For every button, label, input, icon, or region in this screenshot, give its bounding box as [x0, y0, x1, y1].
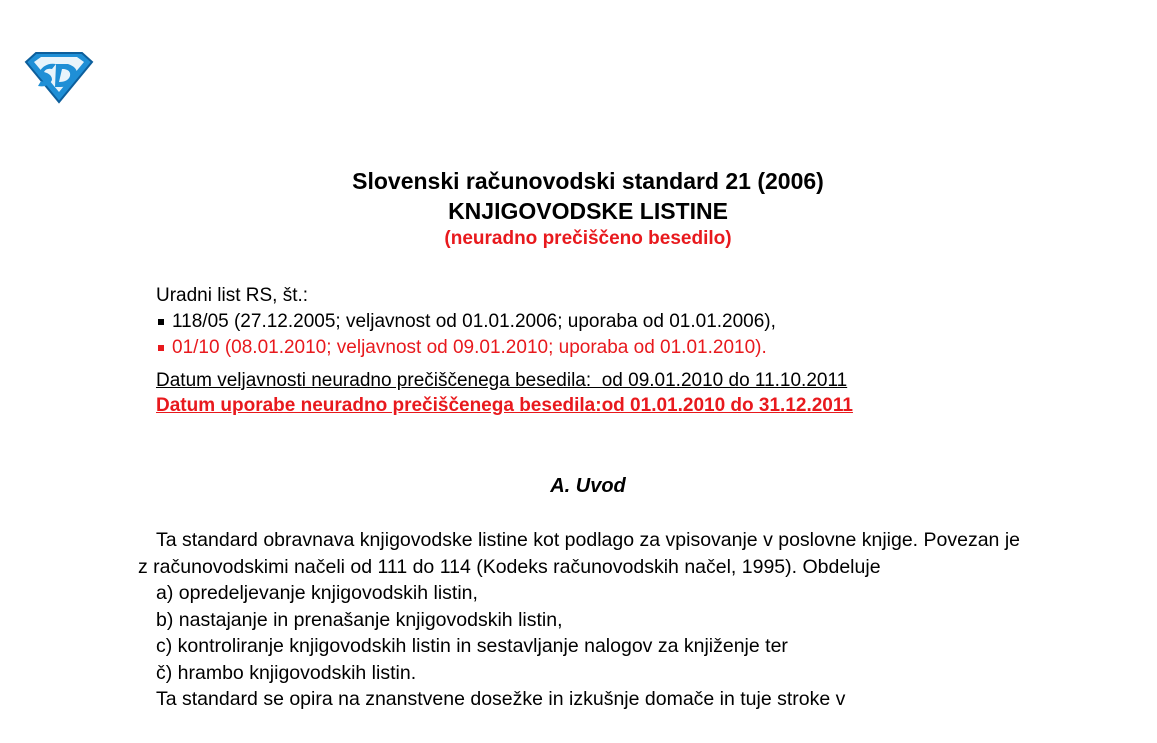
- unofficial-text-note: (neuradno prečiščeno besedilo): [444, 228, 732, 249]
- gazette-item: 01/10 (08.01.2010; veljavnost od 09.01.2010; uporaba od 01.01.2010).: [156, 335, 1056, 361]
- intro-text: [138, 527, 1020, 713]
- validity-dates: [156, 368, 1056, 418]
- intro-paragraph: Ta standard obravnava knjigovodske listine kot podlago za vpisovanje v poslovne knjige. Povezan je z računovodskimi načeli od 111 do 114 (Kodeks računovodskih načel, 1995). Obdeluje: [138, 529, 1020, 578]
- gazette-references: [156, 283, 1056, 361]
- intro-paragraph: Ta standard se opira na znanstvene dosežke in izkušnje domače in tuje stroke v: [156, 688, 846, 710]
- section-heading: A. Uvod: [550, 475, 626, 497]
- list-item: č) hrambo knjigovodskih listin.: [156, 661, 417, 684]
- standard-subject: KNJIGOVODSKE LISTINE: [448, 198, 728, 224]
- list-item: b) nastajanje in prenašanje knjigovodskih listin,: [156, 608, 563, 631]
- gazette-item: 118/05 (27.12.2005; veljavnost od 01.01.2006; uporaba od 01.01.2006),: [156, 309, 1056, 335]
- document-title: [0, 166, 1157, 252]
- validity-date-line: Datum veljavnosti neuradno prečiščenega besedila: od 09.01.2010 do 11.10.2011: [156, 370, 848, 391]
- bullet-square-icon: [158, 319, 164, 325]
- standard-title: Slovenski računovodski standard 21 (2006): [352, 168, 824, 194]
- list-item: c) kontroliranje knjigovodskih listin in sestavljanje nalogov za knjiženje ter: [156, 635, 788, 657]
- sd-logo: [22, 50, 96, 104]
- use-date-line: Datum uporabe neuradno prečiščenega besedila:od 01.01.2010 do 31.12.2011: [156, 395, 853, 416]
- bullet-square-icon: [158, 345, 164, 351]
- gazette-label: Uradni list RS, št.:: [156, 285, 309, 306]
- list-item: a) opredeljevanje knjigovodskih listin,: [156, 582, 478, 604]
